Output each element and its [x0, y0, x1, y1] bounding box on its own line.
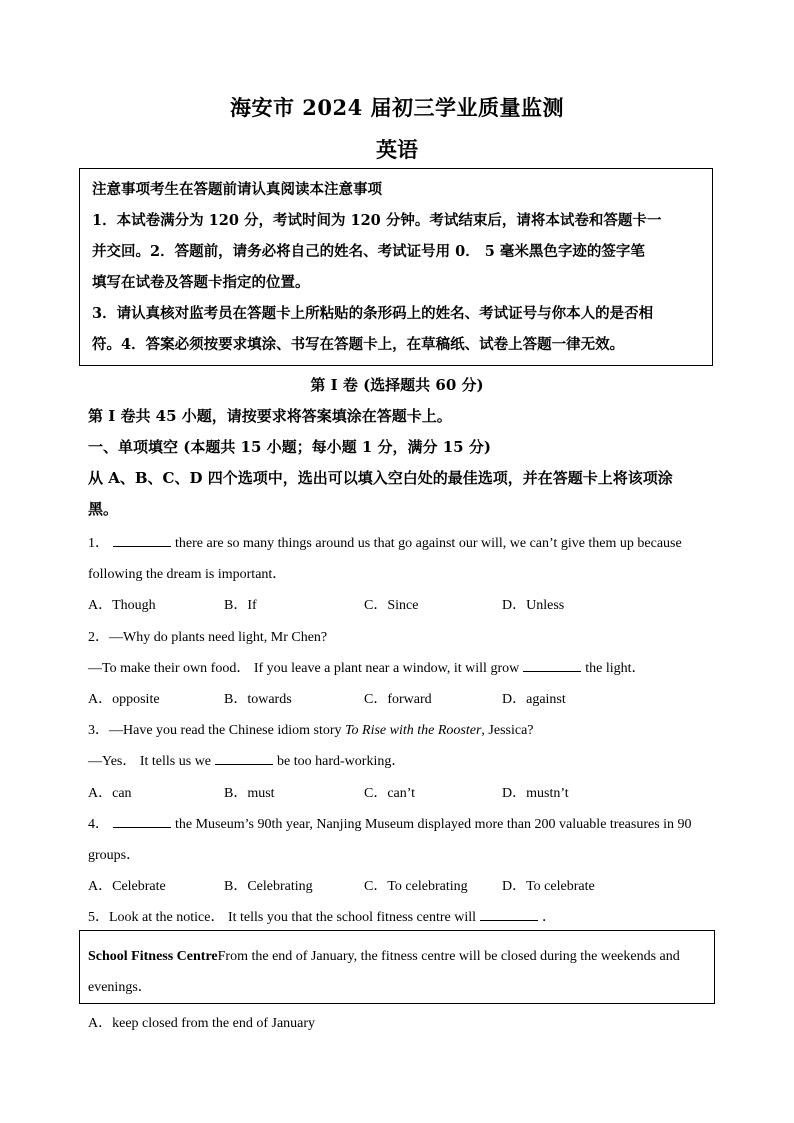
- notice-line: 3．请认真核对监考员在答题卡上所粘贴的条形码上的姓名、考试证号与你本人的是否相: [92, 305, 654, 322]
- answer-blank: [480, 908, 538, 921]
- option-b: B．towards: [224, 692, 292, 707]
- notice-box: [79, 168, 713, 366]
- question-3-response: [88, 750, 713, 770]
- option-d: D．mustn’t: [502, 786, 569, 801]
- fitness-notice-label: School Fitness Centre: [88, 949, 218, 964]
- option-a: A．can: [88, 786, 132, 801]
- exam-subject: 英语: [376, 137, 418, 162]
- option-d: D．Unless: [502, 598, 565, 613]
- fitness-notice-line: [88, 941, 706, 972]
- notice-line: 1．本试卷满分为 120 分，考试时间为 120 分钟。考试结束后，请将本试卷和答题卡一: [92, 212, 662, 229]
- option-a: A．Celebrate: [88, 879, 166, 894]
- section-instruction-cont: 黑。: [88, 500, 119, 518]
- notice-line: 符。4．答案必须按要求填涂、书写在答题卡上，在草稿纸、试卷上答题一律无效。: [92, 336, 625, 353]
- option-a: A．Though: [88, 598, 156, 613]
- fitness-notice-text-cont: evenings．: [88, 980, 152, 995]
- question-1: [88, 532, 713, 552]
- option-c: C．can’t: [364, 786, 416, 801]
- option-c: C．To celebrating: [364, 879, 468, 894]
- question-4: [88, 813, 713, 833]
- part-heading: 第 I 卷 (选择题共 60 分): [310, 376, 484, 394]
- question-text: 5．Look at the notice． It tells you that the school fitness centre will: [88, 910, 477, 925]
- idiom-title: To Rise with the Rooster: [345, 723, 482, 738]
- notice-line: 并交回。2．答题前，请务必将自己的姓名、考试证号用 0． 5 毫米黑色字迹的签字笔: [92, 243, 645, 260]
- option-a: A．opposite: [88, 692, 160, 707]
- part-intro: 第 I 卷共 45 小题，请按要求将答案填涂在答题卡上。: [88, 407, 452, 425]
- notice-line: 填写在试卷及答题卡指定的位置。: [92, 274, 310, 291]
- exam-title: 海安市 2024 届初三学业质量监测: [229, 95, 565, 120]
- question-number: 4．: [88, 817, 109, 832]
- question-5-option-a: A．keep closed from the end of January: [88, 1016, 316, 1031]
- question-text: be too hard-working．: [277, 754, 406, 769]
- question-2: 2．—Why do plants need light, Mr Chen?: [88, 630, 328, 645]
- question-number: 1．: [88, 536, 109, 551]
- option-d: D．To celebrate: [502, 879, 595, 894]
- question-text: —Yes． It tells us we: [88, 754, 212, 769]
- question-text: the Museum’s 90th year, Nanjing Museum displayed more than 200 valuable treasures in 90: [175, 817, 692, 832]
- option-b: B．Celebrating: [224, 879, 313, 894]
- question-text: there are so many things around us that go against our will, we can’t give them up because: [175, 536, 682, 551]
- option-c: C．Since: [364, 598, 419, 613]
- answer-blank: [523, 659, 581, 672]
- question-text: , Jessica?: [481, 723, 534, 738]
- question-4-cont: groups．: [88, 848, 141, 863]
- question-text: the light．: [585, 661, 646, 676]
- fitness-notice: [79, 930, 715, 1004]
- question-3: [88, 719, 713, 739]
- answer-blank: [215, 752, 273, 765]
- option-d: D．against: [502, 692, 566, 707]
- question-text: —To make their own food． If you leave a plant near a window, it will grow: [88, 661, 520, 676]
- option-b: B．If: [224, 598, 257, 613]
- answer-blank: [113, 534, 171, 547]
- notice-heading: 注意事项考生在答题前请认真阅读本注意事项: [92, 181, 382, 198]
- section-title: 一、单项填空 (本题共 15 小题；每小题 1 分，满分 15 分): [88, 438, 491, 456]
- option-c: C．forward: [364, 692, 432, 707]
- question-text: ．: [542, 910, 557, 925]
- fitness-notice-text: From the end of January, the fitness centre will be closed during the weekends and: [217, 949, 680, 964]
- answer-blank: [113, 815, 171, 828]
- question-1-cont: following the dream is important．: [88, 567, 287, 582]
- question-text: 3．—Have you read the Chinese idiom story: [88, 723, 342, 738]
- option-b: B．must: [224, 786, 275, 801]
- section-instruction: 从 A、B、C、D 四个选项中，选出可以填入空白处的最佳选项，并在答题卡上将该项涂: [88, 469, 673, 487]
- question-5: [88, 906, 713, 926]
- question-2-response: [88, 657, 713, 677]
